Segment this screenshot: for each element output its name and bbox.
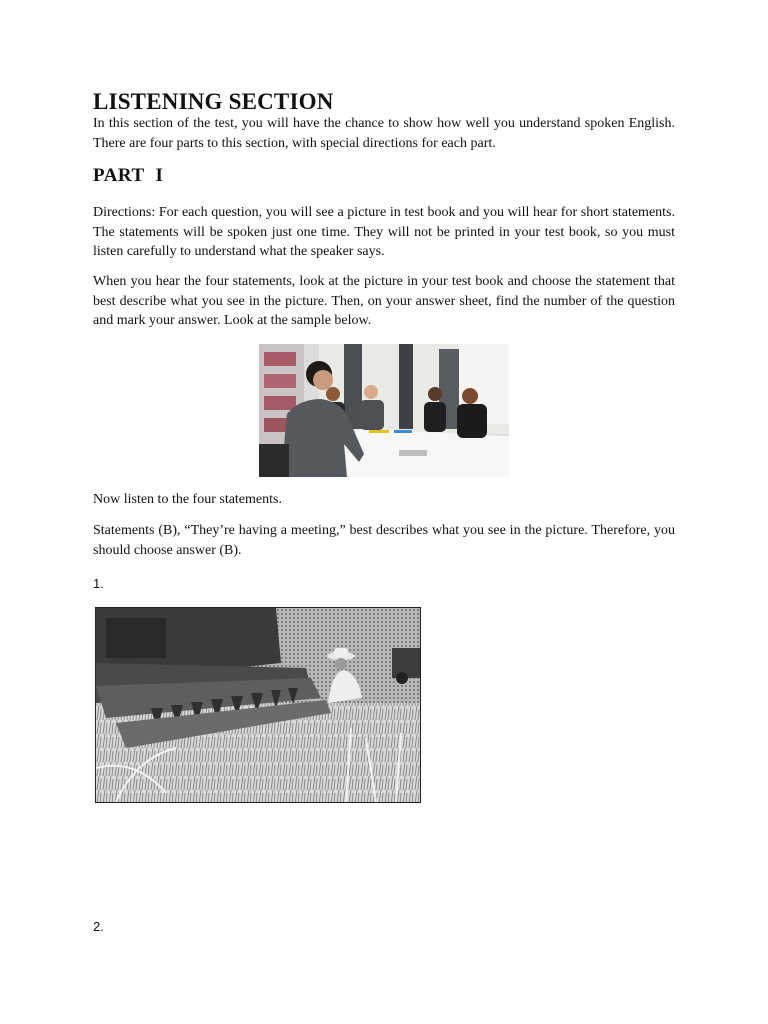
directions-paragraph: Directions: For each question, you will see a picture in test book and you will hear for short statements. The statements will be spoken just one time. They will not be printed in your test book, so you must listen carefully to understand what the speaker says. bbox=[93, 205, 675, 259]
sample-meeting-photo bbox=[259, 344, 509, 477]
question-1-number: 1. bbox=[93, 576, 104, 591]
intro-paragraph: In this section of the test, you will have the chance to show how well you understand spoken English. There are four parts to this section, with special directions for each part. bbox=[93, 116, 675, 151]
instructions-paragraph: When you hear the four statements, look at the picture in your test book and choose the statement that best describe what you see in the picture. Then, on your answer sheet, find the number of the question and mark your answer. Look at the sample below. bbox=[93, 274, 675, 328]
listen-prompt: Now listen to the four statements. bbox=[93, 492, 282, 507]
sample-explanation: Statements (B), “They’re having a meeting,” best describes what you see in the picture. Therefore, you should choose answer (B). bbox=[93, 523, 675, 558]
question-2-number: 2. bbox=[93, 919, 104, 934]
part-heading: PART I bbox=[93, 165, 164, 186]
question-1-harvest-photo bbox=[95, 607, 421, 803]
section-title: LISTENING SECTION bbox=[93, 89, 334, 114]
